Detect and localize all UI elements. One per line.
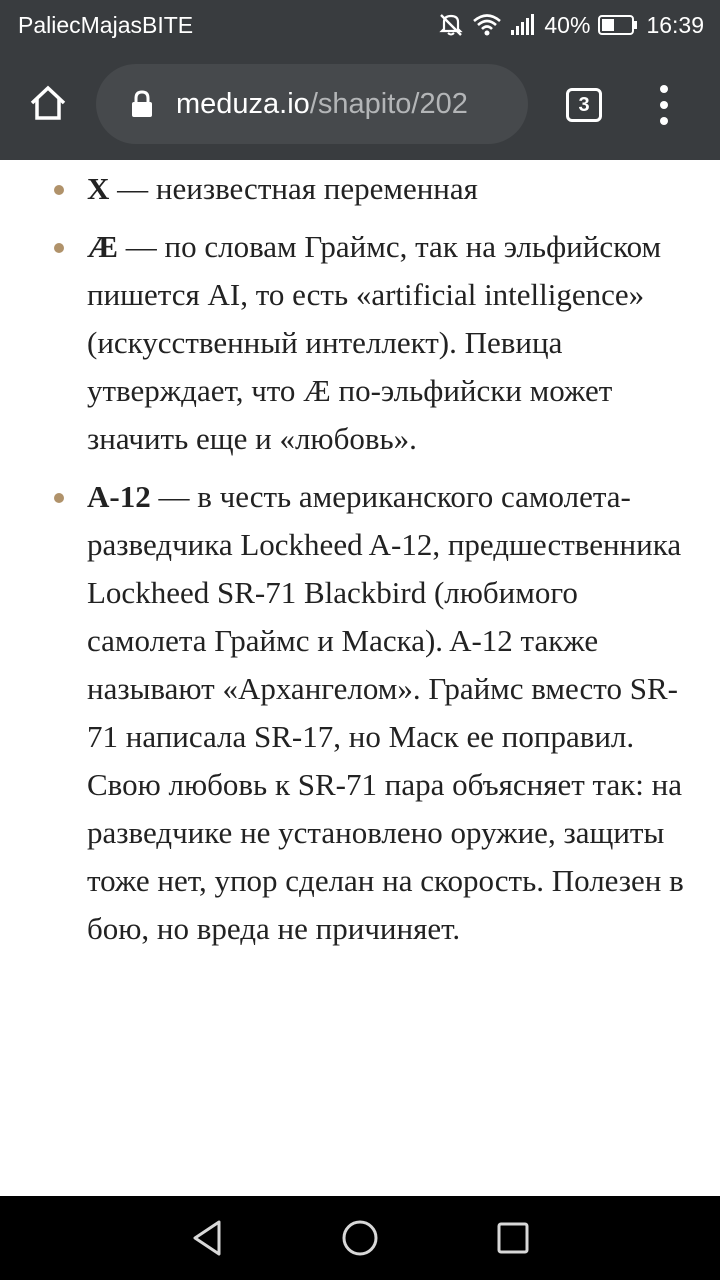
list-item-term: A-12 bbox=[87, 479, 151, 514]
definition-list bbox=[0, 165, 720, 963]
list-item-term: Æ bbox=[87, 229, 118, 264]
bullet-icon bbox=[54, 493, 64, 503]
bullet-icon bbox=[54, 185, 64, 195]
menu-dot bbox=[660, 117, 668, 125]
home-circle-icon bbox=[340, 1218, 380, 1258]
list-item bbox=[0, 473, 720, 953]
home-nav-button[interactable] bbox=[336, 1214, 384, 1262]
signal-icon bbox=[510, 14, 536, 36]
home-icon bbox=[28, 83, 68, 123]
battery-icon bbox=[598, 14, 638, 36]
home-button[interactable] bbox=[28, 83, 68, 123]
menu-dot bbox=[660, 85, 668, 93]
carrier-name: PaliecMajasBITE bbox=[18, 11, 194, 38]
lock-icon bbox=[130, 90, 154, 118]
clock: 16:39 bbox=[646, 11, 704, 38]
url-path: /shapito/202 bbox=[309, 87, 468, 120]
menu-dot bbox=[660, 101, 668, 109]
list-item-text: — по словам Граймс, так на эльфийском пишется AI, то есть «artificial intelligence» (искусственный интеллект). Певица утверждает, что Æ по-эльфийски может значить еще и «любовь». bbox=[87, 229, 662, 456]
recents-icon bbox=[495, 1220, 531, 1256]
url-text bbox=[176, 88, 468, 121]
recents-button[interactable] bbox=[489, 1214, 537, 1262]
list-item-text: — неизвестная переменная bbox=[109, 171, 478, 206]
tab-count: 3 bbox=[578, 93, 590, 116]
back-icon bbox=[189, 1218, 225, 1258]
status-bar bbox=[0, 0, 720, 50]
list-item-term: X bbox=[87, 171, 110, 206]
back-button[interactable] bbox=[183, 1214, 231, 1262]
list-item bbox=[0, 165, 720, 213]
list-item bbox=[0, 223, 720, 463]
battery-percent: 40% bbox=[544, 11, 591, 38]
list-item-text: — в честь американского самолета-разведчика Lockheed A-12, предшественника Lockheed SR-71 Blackbird (любимого самолета Граймс и Маска). A-12 также называют «Архангелом». Граймс вместо SR-71 написала SR-17, но Маск ее поправил. Свою любовь к SR-71 пара объясняет так: на разведчике не установлено оружие, защиты тоже нет, упор сделан на скорость. Полезен в бою, но вреда не причиняет. bbox=[87, 479, 684, 946]
bullet-icon bbox=[54, 243, 64, 253]
article-content bbox=[0, 160, 720, 1196]
tab-switcher-button[interactable] bbox=[566, 88, 602, 122]
overflow-menu-icon[interactable] bbox=[650, 85, 678, 125]
browser-toolbar bbox=[0, 50, 720, 160]
wifi-icon bbox=[472, 13, 502, 37]
address-bar[interactable] bbox=[96, 64, 528, 144]
mute-icon bbox=[438, 13, 464, 37]
url-domain: meduza.io bbox=[176, 87, 310, 120]
system-nav-bar bbox=[0, 1196, 720, 1280]
